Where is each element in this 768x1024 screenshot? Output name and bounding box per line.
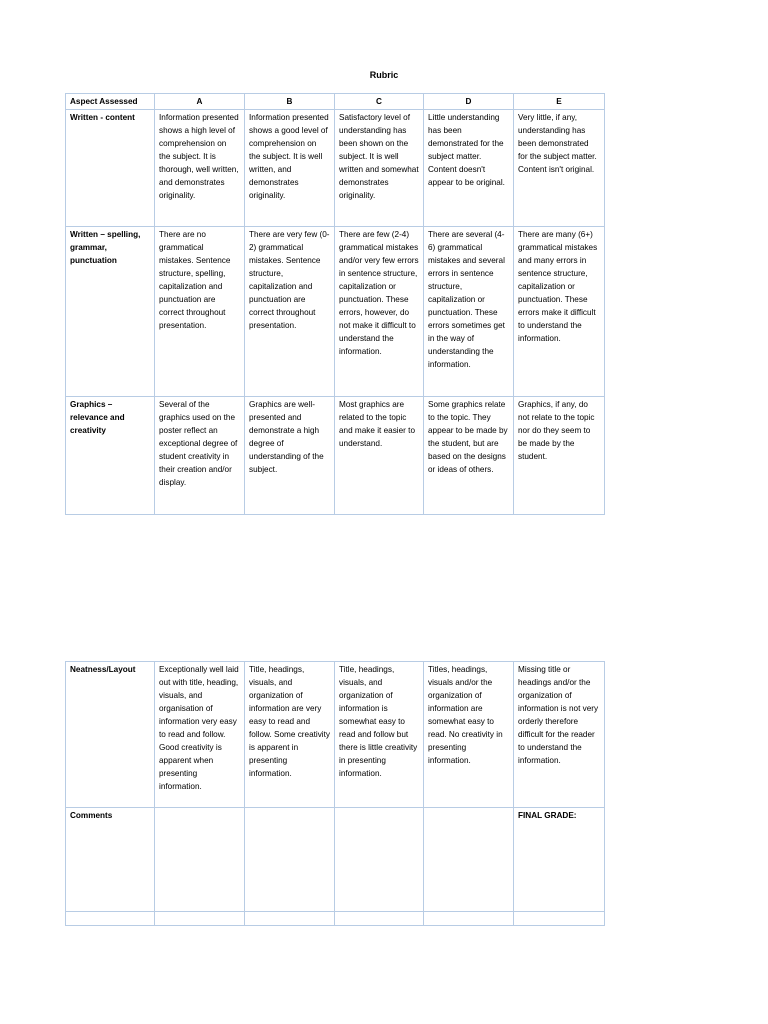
rubric-table <box>65 93 605 515</box>
row-aspect: Neatness/Layout <box>66 662 155 808</box>
table-cell <box>335 912 424 926</box>
table-cell: Very little, if any, understanding has been demonstrated for the subject matter. Content isn't original. <box>514 110 605 227</box>
table-cell: There are many (6+) grammatical mistakes and many errors in sentence structure, capitalization or punctuation. These errors make it difficult to understand the information. <box>514 227 605 397</box>
table-cell: Several of the graphics used on the poster reflect an exceptional degree of student creativity in their creation and/or display. <box>155 397 245 515</box>
table-cell <box>424 912 514 926</box>
table-cell: Satisfactory level of understanding has been shown on the subject. It is well written and somewhat demonstrates originality. <box>335 110 424 227</box>
table-row <box>66 662 605 808</box>
table-cell <box>155 912 245 926</box>
table-cell: There are very few (0-2) grammatical mistakes. Sentence structure, capitalization and punctuation are correct throughout presentation. <box>245 227 335 397</box>
table-cell: Little understanding has been demonstrated for the subject matter. Content doesn't appear to be original. <box>424 110 514 227</box>
table-row <box>66 227 605 397</box>
comments-label: Comments <box>66 808 155 912</box>
comments-cell[interactable] <box>245 808 335 912</box>
comments-cell[interactable] <box>424 808 514 912</box>
row-aspect: Written - content <box>66 110 155 227</box>
table-cell: Information presented shows a good level of comprehension on the subject. It is well written, and demonstrates originality. <box>245 110 335 227</box>
table-cell <box>514 912 605 926</box>
table-cell: Information presented shows a high level of comprehension on the subject. It is thorough, well written, and demonstrates originality. <box>155 110 245 227</box>
table-cell: Title, headings, visuals, and organization of information is somewhat easy to read and follow but there is little creativity in presenting information. <box>335 662 424 808</box>
table-cell: Some graphics relate to the topic. They appear to be made by the student, but are based on the designs or ideas of others. <box>424 397 514 515</box>
table-cell: Missing title or headings and/or the organization of information is not very orderly therefore difficult for the reader to understand the information. <box>514 662 605 808</box>
document-title: Rubric <box>369 70 399 80</box>
row-aspect: Written – spelling, grammar, punctuation <box>66 227 155 397</box>
header-grade-c: C <box>335 94 424 110</box>
comments-cell[interactable] <box>155 808 245 912</box>
header-aspect: Aspect Assessed <box>66 94 155 110</box>
table-cell: There are few (2-4) grammatical mistakes and/or very few errors in sentence structure, capitalization or punctuation. These errors, however, do not make it difficult to understand the information. <box>335 227 424 397</box>
comments-row <box>66 808 605 912</box>
table-cell: Title, headings, visuals, and organization of information are very easy to read and follow. Some creativity is apparent in presenting information. <box>245 662 335 808</box>
header-grade-a: A <box>155 94 245 110</box>
table-cell: Titles, headings, visuals and/or the organization of information are somewhat easy to read. No creativity in presenting information. <box>424 662 514 808</box>
table-cell: Most graphics are related to the topic and make it easier to understand. <box>335 397 424 515</box>
table-cell <box>66 912 155 926</box>
comments-cell[interactable] <box>335 808 424 912</box>
final-grade-label: FINAL GRADE: <box>514 808 605 912</box>
table-cell: Graphics are well-presented and demonstrate a high degree of understanding of the subject. <box>245 397 335 515</box>
table-cell: There are no grammatical mistakes. Sentence structure, spelling, capitalization and punctuation are correct throughout presentation. <box>155 227 245 397</box>
header-grade-e: E <box>514 94 605 110</box>
header-grade-d: D <box>424 94 514 110</box>
table-cell: Graphics, if any, do not relate to the topic nor do they seem to be made by the student. <box>514 397 605 515</box>
table-row <box>66 397 605 515</box>
header-row <box>66 94 605 110</box>
table-row <box>66 110 605 227</box>
table-cell: Exceptionally well laid out with title, heading, visuals, and organisation of information very easy to read and follow. Good creativity is apparent when presenting information. <box>155 662 245 808</box>
table-cell <box>245 912 335 926</box>
table-cell: There are several (4-6) grammatical mistakes and several errors in sentence structure, capitalization or punctuation. These errors sometimes get in the way of understanding the information. <box>424 227 514 397</box>
rubric-table-continued <box>65 661 605 926</box>
table-row-empty <box>66 912 605 926</box>
header-grade-b: B <box>245 94 335 110</box>
row-aspect: Graphics – relevance and creativity <box>66 397 155 515</box>
